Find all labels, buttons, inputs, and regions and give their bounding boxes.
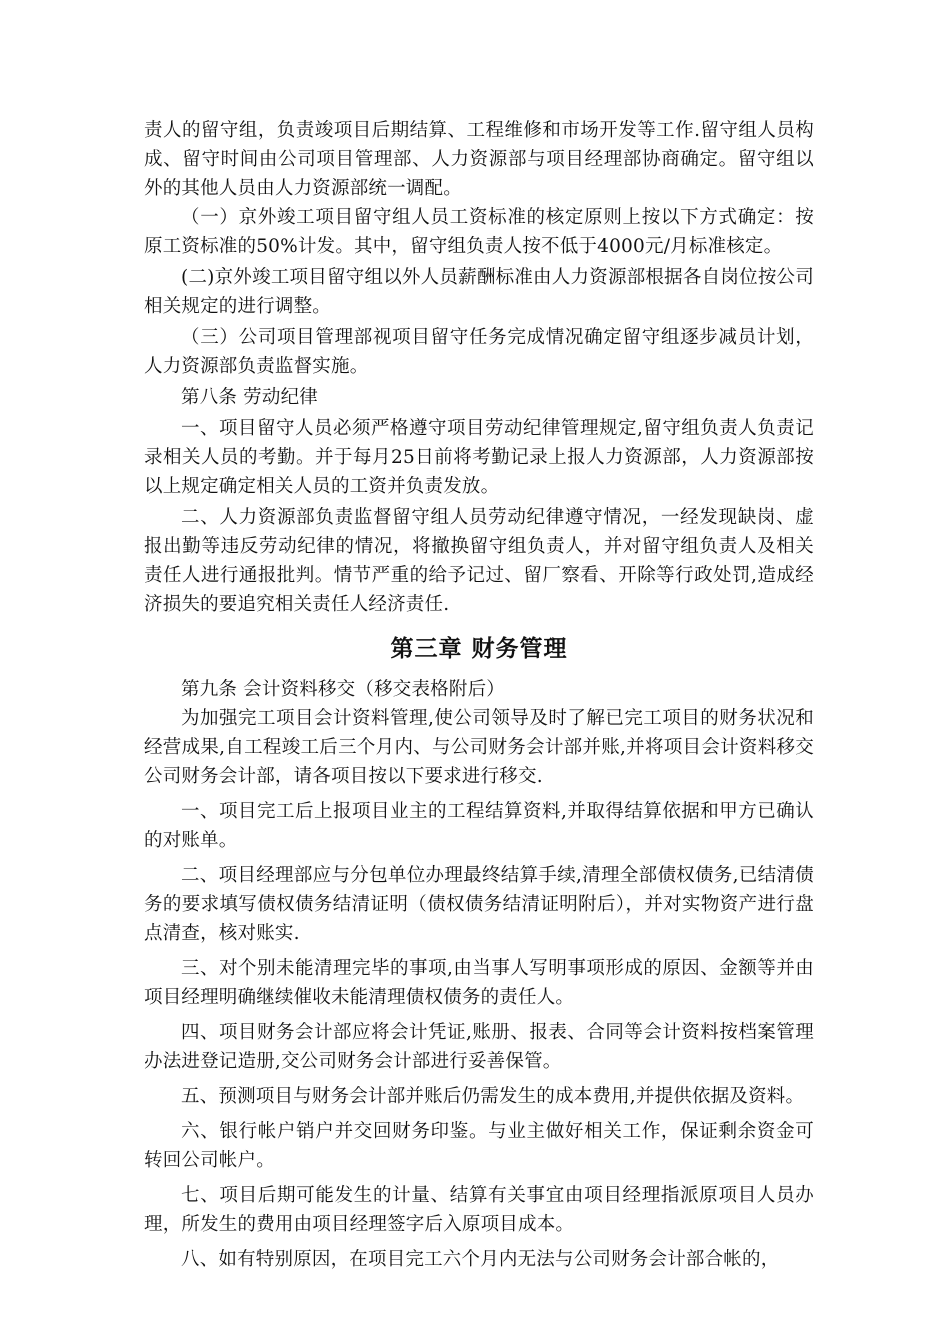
paragraph-requirement-4: 四、项目财务会计部应将会计凭证,账册、报表、合同等会计资料按档案管理办法进登记造册,交公司财务会计部进行妥善保管。 bbox=[144, 1022, 814, 1072]
paragraph-requirement-7: 七、项目后期可能发生的计量、结算有关事宜由项目经理指派原项目人员办理，所发生的费用由项目经理签字后入原项目成本。 bbox=[144, 1185, 814, 1235]
paragraph-discipline-1: 一、项目留守人员必须严格遵守项目劳动纪律管理规定,留守组负责人负责记录相关人员的考勤。并于每月25日前将考勤记录上报人力资源部，人力资源部按以上规定确定相关人员的工资并负责发放。 bbox=[144, 418, 814, 497]
paragraph-requirement-5: 五、预测项目与财务会计部并账后仍需发生的成本费用,并提供依据及资料。 bbox=[181, 1086, 805, 1107]
paragraph-requirement-2: 二、项目经理部应与分包单位办理最终结算手续,清理全部债权债务,已结清债务的要求填写债权债务结清证明（债权债务结清证明附后），并对实物资产进行盘点清查，核对账实. bbox=[144, 865, 814, 944]
paragraph-requirement-8: 八、如有特别原因，在项目完工六个月内无法与公司财务会计部合帐的， bbox=[181, 1249, 780, 1270]
paragraph-purpose: 为加强完工项目会计资料管理,使公司领导及时了解已完工项目的财务状况和经营成果,自工程竣工后三个月内、与公司财务会计部并账,并将项目会计资料移交公司财务会计部，请各项目按以下要求进行移交. bbox=[144, 708, 814, 787]
paragraph-item-2-salary-adjust: (二)京外竣工项目留守组以外人员薪酬标准由人力资源部根据各自岗位按公司相关规定的进行调整。 bbox=[144, 267, 814, 317]
chapter-title: 第三章 财务管理 bbox=[390, 636, 568, 662]
paragraph-item-3-downsizing: （三）公司项目管理部视项目留守任务完成情况确定留守组逐步减员计划，人力资源部负责监督实施。 bbox=[144, 327, 814, 377]
document-page bbox=[144, 116, 814, 1274]
paragraph-discipline-2: 二、人力资源部负责监督留守组人员劳动纪律遵守情况，一经发现缺岗、虚报出勤等违反劳动纪律的情况，将撤换留守组负责人，并对留守组负责人及相关责任人进行通报批判。情节严重的给予记过、留厂察看、开除等行政处罚,造成经济损失的要追究相关责任人经济责任. bbox=[144, 507, 814, 615]
paragraph-retention-group: 责人的留守组，负责竣项目后期结算、工程维修和市场开发等工作.留守组人员构成、留守时间由公司项目管理部、人力资源部与项目经理部协商确定。留守组以外的其他人员由人力资源部统一调配。 bbox=[144, 120, 814, 199]
paragraph-requirement-1: 一、项目完工后上报项目业主的工程结算资料,并取得结算依据和甲方已确认的对账单。 bbox=[144, 801, 814, 851]
paragraph-requirement-3: 三、对个别未能清理完毕的事项,由当事人写明事项形成的原因、金额等并由项目经理明确继续催收未能清理债权债务的责任人。 bbox=[144, 958, 814, 1008]
paragraph-requirement-6: 六、银行帐户销户并交回财务印鉴。与业主做好相关工作，保证剩余资金可转回公司帐户。 bbox=[144, 1121, 814, 1171]
article-9-heading: 第九条 会计资料移交（移交表格附后） bbox=[181, 679, 505, 700]
paragraph-item-1-wage-standard: （一）京外竣工项目留守组人员工资标准的核定原则上按以下方式确定：按原工资标准的50%计发。其中，留守组负责人按不低于4000元/月标准核定。 bbox=[144, 207, 814, 257]
article-8-heading: 第八条 劳动纪律 bbox=[181, 387, 318, 408]
